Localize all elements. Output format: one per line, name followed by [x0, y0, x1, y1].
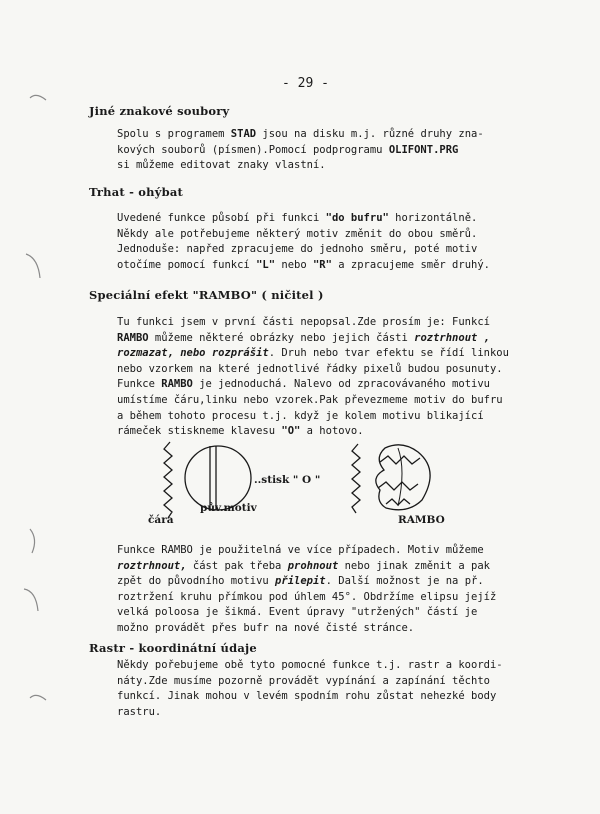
section-heading: Rastr - koordinátní údaje — [89, 641, 257, 655]
text-line: náty.Zde musíme pozorně provádět vypínání a zapínání těchto — [117, 674, 490, 687]
scan-mark — [28, 90, 48, 106]
text-line: umístíme čáru,linku nebo vzorek.Pak převezmeme motiv do bufru — [117, 393, 503, 406]
paragraph — [117, 658, 503, 720]
text-line: roztrhnout, část pak třeba prohnout nebo jinak změnit a pak — [117, 559, 490, 572]
text-line: Spolu s programem STAD jsou na disku m.j. různé druhy zna- — [117, 128, 484, 140]
stisk-label: ..stisk " O " — [254, 474, 321, 486]
text-line: otočíme pomocí funkcí "L" nebo "R" a zpracujeme směr druhý. — [117, 258, 490, 271]
scan-mark — [22, 585, 42, 615]
paragraph — [117, 127, 484, 174]
bold-term: "R" — [312, 258, 332, 271]
text-line: Někdy pořebujeme obě tyto pomocné funkce t.j. rastr a koordi- — [117, 659, 503, 671]
bold-term: RAMBO — [117, 331, 149, 344]
text-line: si můžeme editovat znaky vlastní. — [117, 159, 326, 172]
text-line: rámeček stiskneme klavesu "O" a hotovo. — [117, 425, 364, 438]
bold-italic-term: roztrhnout , — [414, 331, 490, 344]
scan-mark — [26, 525, 42, 555]
text-line: Funkce RAMBO je jednoduchá. Nalevo od zpracovávaného motivu — [117, 378, 490, 391]
motiv-label: pův.motiv — [200, 502, 257, 514]
text-line: velká poloosa je šikmá. Event úpravy "utržených" částí je — [117, 606, 478, 619]
bold-term: RAMBO — [161, 378, 193, 391]
bold-italic-term: přilepit — [275, 575, 326, 588]
paragraph — [117, 211, 490, 273]
scan-mark — [28, 690, 48, 706]
text-line: funkcí. Jinak mohou v levém spodním rohu zůstat nehezké body — [117, 690, 497, 703]
motiv-circle — [185, 446, 251, 510]
text-line: RAMBO můžeme některé obrázky nebo jejich části roztrhnout , — [117, 331, 490, 344]
cara-label: čára — [148, 514, 174, 526]
zigzag-line-right — [352, 444, 360, 513]
paragraph — [117, 543, 496, 637]
zigzag-line-left — [164, 442, 172, 518]
text-line: rozmazat, nebo rozprášit. Druh nebo tvar efektu se řídí linkou — [117, 347, 509, 360]
text-line: kových souborů (písmen).Pomocí podprogramu OLIFONT.PRG — [117, 143, 459, 156]
paragraph — [117, 315, 509, 440]
text-line: Funkce RAMBO je použitelná ve více případech. Motiv můžeme — [117, 544, 484, 556]
text-line: a během tohoto procesu t.j. když je kolem motivu blikající — [117, 409, 484, 422]
section-heading: Speciální efekt "RAMBO" ( ničitel ) — [89, 288, 324, 302]
section-heading: Trhat - ohýbat — [89, 185, 184, 199]
rambo-label: RAMBO — [398, 514, 445, 526]
bold-italic-term: prohnout — [287, 559, 339, 572]
bold-italic-term: rozmazat, nebo rozprášit — [117, 347, 269, 360]
bold-term: "O" — [281, 425, 301, 438]
rambo-figure — [140, 440, 460, 530]
text-line: zpět do původního motivu přilepit. Další možnost je na př. — [117, 575, 484, 588]
bold-term: STAD — [230, 128, 257, 140]
bold-term: "do bufru" — [325, 212, 389, 224]
text-line: Tu funkci jsem v první části nepopsal.Zde prosím je: Funkcí — [117, 316, 490, 328]
page-number: - 29 - — [282, 76, 329, 91]
text-line: rastru. — [117, 705, 162, 718]
bold-term: OLIFONT.PRG — [388, 143, 459, 156]
text-line: nebo vzorkem na které jednotlivé řádky pixelů budou posunuty. — [117, 362, 503, 375]
text-line: možno provádět přes bufr na nové čisté stránce. — [117, 621, 415, 634]
section-heading: Jiné znakové soubory — [89, 104, 230, 118]
bold-italic-term: roztrhnout, — [117, 559, 187, 572]
text-line: roztržení kruhu přímkou pod úhlem 45°. Obdržíme elipsu jejíž — [117, 590, 497, 603]
text-line: Uvedené funkce působí při funkci "do bufru" horizontálně. — [117, 212, 478, 224]
scan-mark — [24, 250, 44, 280]
text-line: Jednoduše: napřed zpracujeme do jednoho směru, poté motiv — [117, 243, 478, 256]
text-line: Někdy ale potřebujeme některý motiv změnit do obou směrů. — [117, 227, 478, 240]
bold-term: "L" — [256, 258, 276, 271]
